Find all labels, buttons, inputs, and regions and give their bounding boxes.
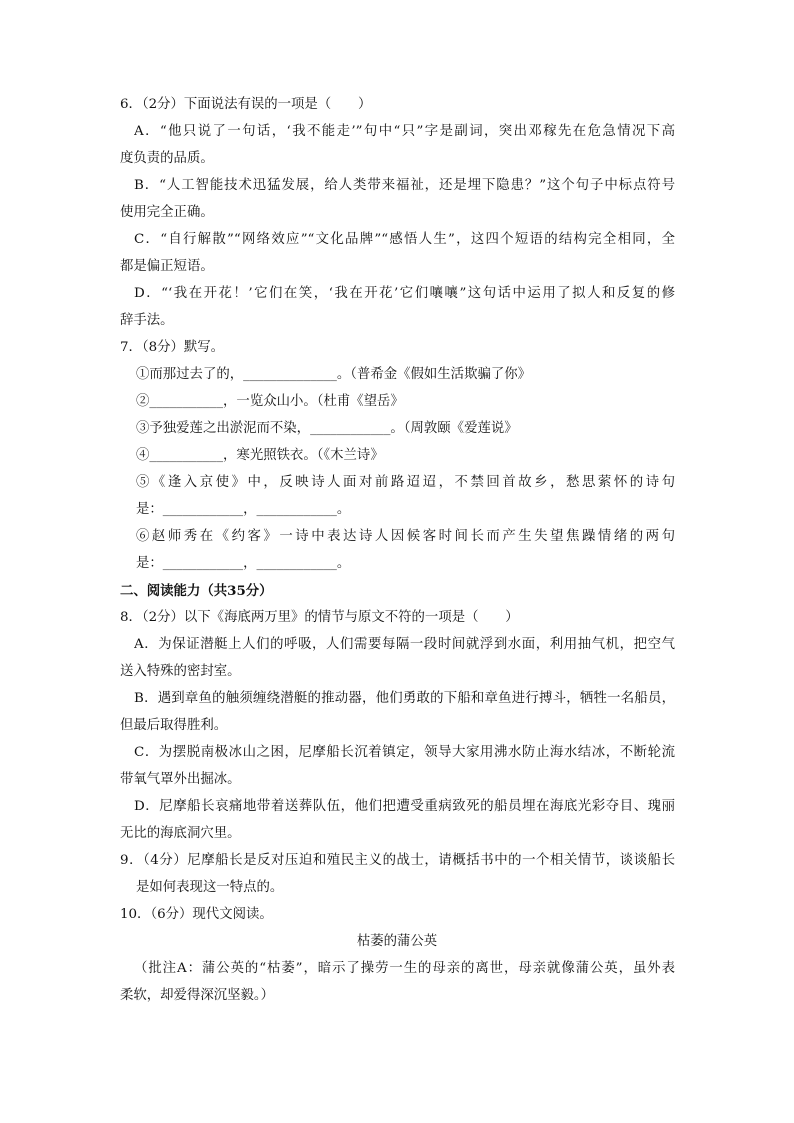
annotation-a-line2: 柔软，却爱得深沉坚毅。） <box>120 988 274 1003</box>
q7-item-4: ④___________，寒光照铁衣。（《木兰诗》 <box>136 448 384 463</box>
q9-line1: 9．（4分）尼摩船长是反对压迫和殖民主义的战士，请概括书中的一个相关情节，谈谈船长 <box>120 853 675 868</box>
q7-item-5-line2: 是：____________，____________。 <box>136 502 351 517</box>
q8-option-c-line2: 带氧气罩外出掘冰。 <box>120 772 241 787</box>
q6-option-b-line1: B．“人工智能技术迅猛发展，给人类带来福祉，还是埋下隐患？”这个句子中标点符号 <box>134 178 675 193</box>
q8-option-b-line1: B．遇到章鱼的触须缠绕潜艇的推动器，他们勇敢的下船和章鱼进行搏斗，牺牲一名船员， <box>134 691 675 706</box>
q7-item-3: ③予独爱莲之出淤泥而不染，____________。（周敦颐《爱莲说》 <box>136 421 518 436</box>
q7-item-1: ①而那过去了的，______________。（普希金《假如生活欺骗了你》 <box>136 367 532 382</box>
section-2-heading: 二、阅读能力（共35分） <box>120 583 273 599</box>
q9-line2: 是如何表现这一特点的。 <box>136 880 284 895</box>
q7-stem: 7．（8分）默写。 <box>120 340 225 355</box>
q7-item-6-line2: 是：____________，____________。 <box>136 556 351 571</box>
q7-item-2: ②___________，一览众山小。（杜甫《望岳》 <box>136 394 404 409</box>
q6-stem: 6．（2分）下面说法有误的一项是（ ） <box>120 97 372 112</box>
q8-option-c-line1: C．为摆脱南极冰山之困，尼摩船长沉着镇定，领导大家用沸水防止海水结冰，不断轮流 <box>134 745 675 760</box>
passage-title: 枯萎的蒲公英 <box>356 934 438 949</box>
q8-option-a-line1: A．为保证潜艇上人们的呼吸，人们需要每隔一段时间就浮到水面，利用抽气机，把空气 <box>134 637 675 652</box>
q8-option-d-line2: 无比的海底洞穴里。 <box>120 826 241 841</box>
q10-stem: 10．（6分）现代文阅读。 <box>120 907 273 922</box>
q8-option-d-line1: D．尼摩船长哀痛地带着送葬队伍，他们把遭受重病致死的船员埋在海底光彩夺目、瑰丽 <box>134 799 675 814</box>
q6-option-c-line1: C．“自行解散”“网络效应”“文化品牌”“感悟人生”，这四个短语的结构完全相同，全 <box>134 232 675 247</box>
q6-option-c-line2: 都是偏正短语。 <box>120 259 214 274</box>
q7-item-6-line1: ⑥赵师秀在《约客》一诗中表达诗人因候客时间长而产生失望焦躁情绪的两句 <box>136 529 675 544</box>
q6-option-b-line2: 使用完全正确。 <box>120 205 214 220</box>
q6-option-d-line2: 辞手法。 <box>120 313 174 328</box>
annotation-a-line1: （批注A：蒲公英的“枯萎”，暗示了操劳一生的母亲的离世，母亲就像蒲公英，虽外表 <box>134 961 675 976</box>
q6-option-d-line1: D．“‘我在开花！’它们在笑，‘我在开花’它们嚷嚷”这句话中运用了拟人和反复的修 <box>134 286 675 301</box>
q7-item-5-line1: ⑤《逢入京使》中，反映诗人面对前路迢迢，不禁回首故乡，愁思萦怀的诗句 <box>136 475 675 490</box>
q8-option-b-line2: 但最后取得胜利。 <box>120 718 228 733</box>
q8-option-a-line2: 送入特殊的密封室。 <box>120 664 241 679</box>
q6-option-a-line2: 度负责的品质。 <box>120 151 214 166</box>
q6-option-a-line1: A．“他只说了一句话，‘我不能走’”句中“只”字是副词，突出邓稼先在危急情况下高 <box>134 124 675 139</box>
q8-stem: 8．（2分）以下《海底两万里》的情节与原文不符的一项是（ ） <box>120 610 519 625</box>
